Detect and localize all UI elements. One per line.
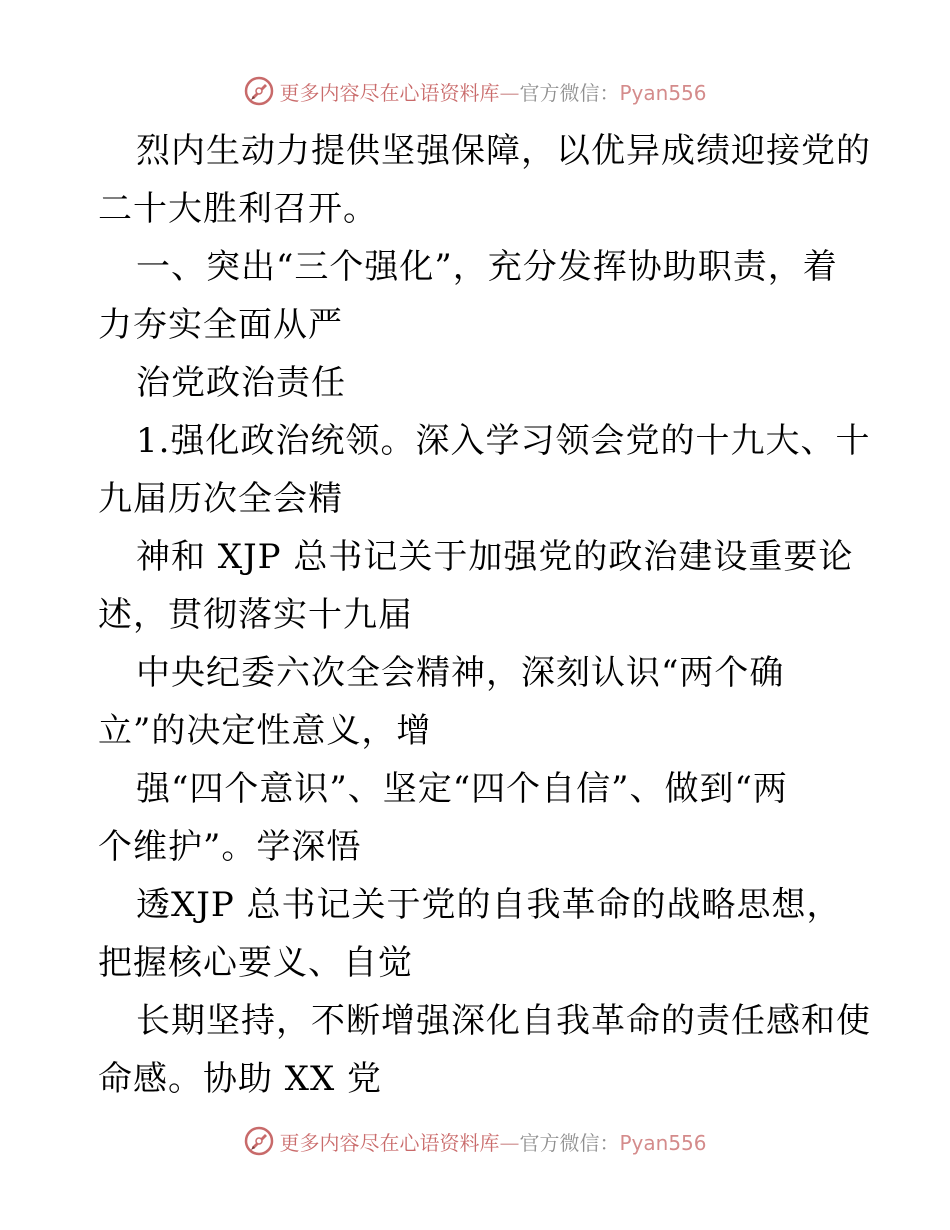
banner-official-label: 官方微信：	[519, 1130, 620, 1155]
paragraph-line: 命感。协助 XX 党	[98, 1059, 383, 1099]
banner-brand-text: 更多内容尽在心语资料库	[279, 1130, 500, 1155]
paragraph-line: 九届历次全会精	[98, 479, 343, 519]
paragraph-line: 述，贯彻落实十九届	[98, 595, 413, 635]
header-watermark-banner	[0, 71, 950, 111]
footer-banner-inner	[243, 1125, 706, 1157]
header-banner-inner	[243, 75, 706, 107]
paragraph-line: 中央纪委六次全会精神，深刻认识“两个确	[136, 653, 785, 693]
banner-wechat-id: Pyan556	[619, 80, 707, 105]
paragraph-line: 二十大胜利召开。	[98, 189, 378, 229]
paragraph-line: 立”的决定性意义，增	[98, 711, 432, 751]
banner-wechat-id: Pyan556	[619, 1130, 707, 1155]
paragraph-line: 治党政治责任	[136, 363, 346, 403]
quill-pen-logo-icon	[243, 75, 275, 107]
banner-brand-text: 更多内容尽在心语资料库	[279, 80, 500, 105]
paragraph-line: 把握核心要义、自觉	[98, 943, 413, 983]
paragraph-line: 力夯实全面从严	[98, 305, 343, 345]
banner-text	[279, 77, 706, 106]
footer-watermark-banner	[0, 1121, 950, 1161]
paragraph-line: 透XJP 总书记关于党的自我革命的战略思想，	[136, 885, 842, 925]
paragraph-line: 1.强化政治统领。深入学习领会党的十九大、十	[136, 421, 871, 461]
paragraph-line: 强“四个意识”、坚定“四个自信”、做到“两	[136, 769, 788, 809]
banner-dash: —	[499, 1130, 520, 1155]
banner-official-label: 官方微信：	[519, 80, 620, 105]
paragraph-line: 一、突出“三个强化”，充分发挥协助职责，着	[136, 247, 838, 287]
paragraph-line: 烈内生动力提供坚强保障，以优异成绩迎接党的	[136, 131, 871, 171]
paragraph-line: 个维护”。学深悟	[98, 827, 362, 867]
document-body	[98, 122, 871, 1108]
quill-pen-logo-icon	[243, 1125, 275, 1157]
banner-dash: —	[499, 80, 520, 105]
paragraph-line: 神和 XJP 总书记关于加强党的政治建设重要论	[136, 537, 854, 577]
banner-text	[279, 1127, 706, 1156]
paragraph-line: 长期坚持，不断增强深化自我革命的责任感和使	[136, 1001, 871, 1041]
